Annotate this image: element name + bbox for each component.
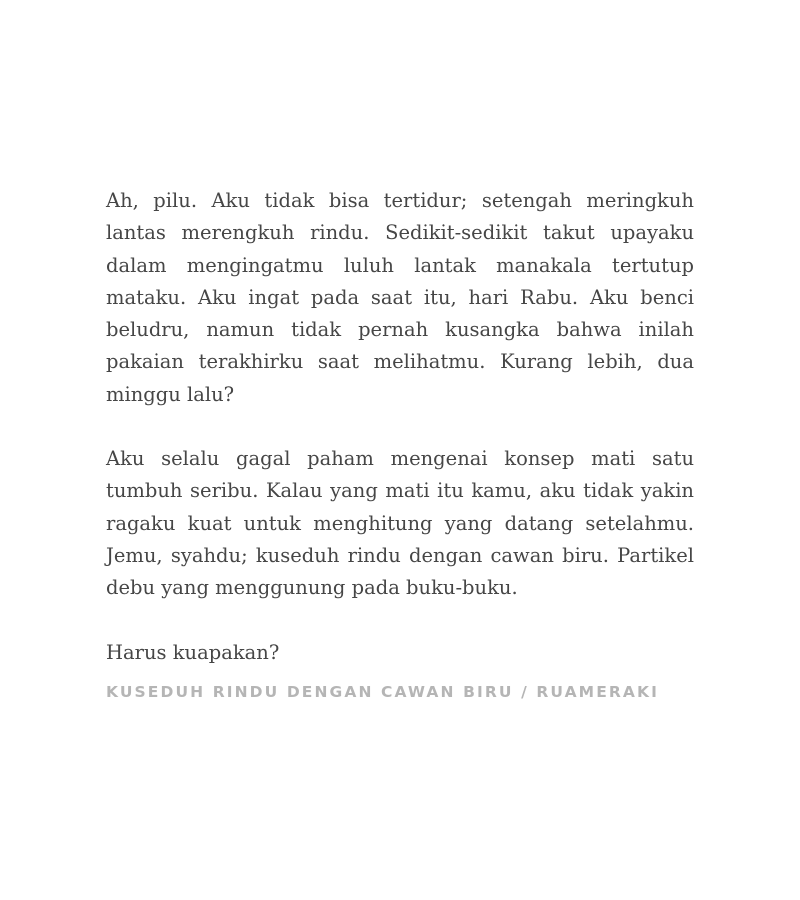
- poem-paragraph-2: Aku selalu gagal paham mengenai konsep mati satu tumbuh seribu. Kalau yang mati itu kamu, aku tidak yakin ragaku kuat untuk menghitung yang datang setelahmu. Jemu, syahdu; kuseduh rindu dengan cawan biru. Partikel debu yang menggunung pada buku-buku.: [106, 447, 694, 600]
- poem-paragraph-1: Ah, pilu. Aku tidak bisa tertidur; setengah meringkuh lantas merengkuh rindu. Sedikit-sedikit takut upayaku dalam mengingatmu luluh lantak manakala tertutup mataku. Aku ingat pada saat itu, hari Rabu. Aku benci beludru, namun tidak pernah kusangka bahwa inilah pakaian terakhirku saat melihatmu. Kurang lebih, dua minggu lalu?: [106, 189, 694, 406]
- poem-paragraph-3: Harus kuapakan?: [106, 640, 280, 664]
- poem-caption: KUSEDUH RINDU DENGAN CAWAN BIRU / RUAMERAKI: [106, 682, 659, 701]
- poem-container: [106, 185, 694, 703]
